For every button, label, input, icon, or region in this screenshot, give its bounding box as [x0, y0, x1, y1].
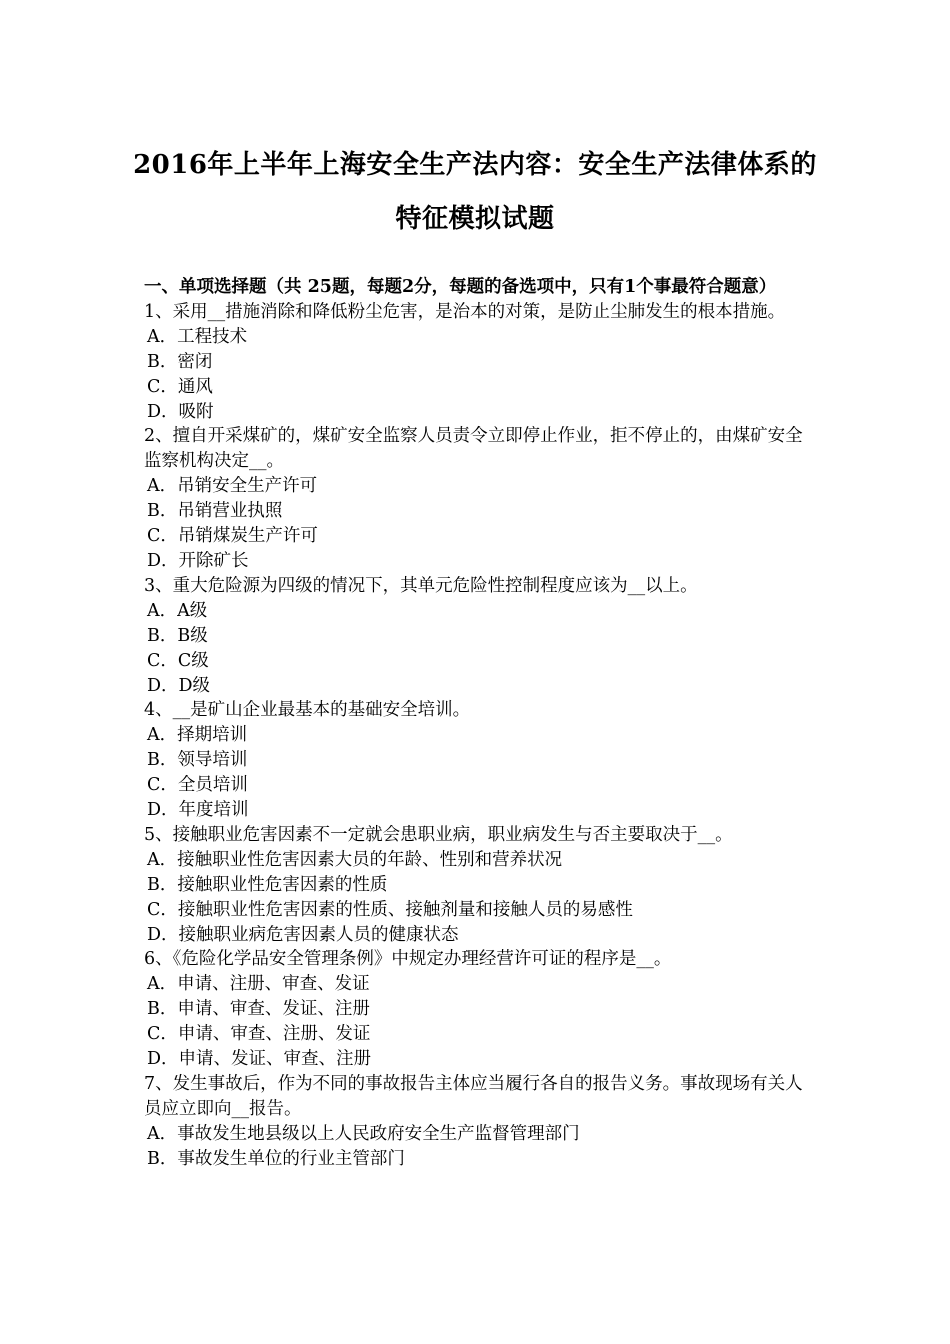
option-d: D．吸附 [147, 401, 214, 422]
question-stem: 1、采用__措施消除和降低粉尘危害，是治本的对策，是防止尘肺发生的根本措施。 [144, 301, 786, 322]
question-1 [144, 300, 810, 425]
option-c: C．通风 [147, 376, 213, 397]
option-b: B．B级 [147, 625, 208, 646]
option-b: B．接触职业性危害因素的性质 [147, 874, 388, 895]
option-c: C．全员培训 [147, 775, 248, 796]
option-a: A．事故发生地县级以上人民政府安全生产监督管理部门 [147, 1123, 580, 1144]
option-a: A．择期培训 [147, 725, 248, 746]
option-d: D．年度培训 [147, 800, 249, 821]
question-stem: 4、__是矿山企业最基本的基础安全培训。 [144, 700, 471, 721]
option-a: A．吊销安全生产许可 [147, 476, 318, 497]
question-4 [144, 698, 810, 823]
option-a: A．A级 [147, 600, 208, 621]
question-stem: 2、擅自开采煤矿的，煤矿安全监察人员责令立即停止作业，拒不停止的，由煤矿安全监察机构决定__。 [144, 426, 803, 472]
option-d: D．申请、发证、审查、注册 [147, 1049, 372, 1070]
question-2 [144, 424, 810, 573]
question-stem: 5、接触职业危害因素不一定就会患职业病，职业病发生与否主要取决于__。 [144, 824, 733, 845]
document-title-line-1: 2016年上半年上海安全生产法内容：安全生产法律体系的 [133, 150, 817, 180]
section-heading: 一、单项选择题（共 25题，每题2分，每题的备选项中，只有1个事最符合题意） [144, 277, 777, 297]
option-c: C．C级 [147, 650, 209, 671]
option-b: B．领导培训 [147, 750, 248, 771]
option-a: A．接触职业性危害因素大员的年龄、性别和营养状况 [147, 849, 563, 870]
question-stem: 6、《危险化学品安全管理条例》中规定办理经营许可证的程序是__。 [144, 949, 672, 970]
option-d: D．接触职业病危害因素人员的健康状态 [147, 924, 459, 945]
option-c: C．吊销煤炭生产许可 [147, 526, 318, 547]
document-body [144, 275, 810, 1172]
option-c: C．申请、审查、注册、发证 [147, 1024, 371, 1045]
option-b: B．密闭 [147, 351, 213, 372]
question-3 [144, 574, 810, 699]
option-b: B．申请、审查、发证、注册 [147, 999, 370, 1020]
option-d: D．开除矿长 [147, 550, 249, 571]
question-stem: 3、重大危险源为四级的情况下，其单元危险性控制程度应该为__以上。 [144, 575, 698, 596]
option-c: C．接触职业性危害因素的性质、接触剂量和接触人员的易感性 [147, 899, 633, 920]
question-5 [144, 823, 810, 948]
question-stem: 7、发生事故后，作为不同的事故报告主体应当履行各自的报告义务。事故现场有关人员应立即向__报告。 [144, 1074, 803, 1119]
option-d: D．D级 [147, 675, 211, 696]
option-b: B．事故发生单位的行业主管部门 [147, 1148, 405, 1169]
option-a: A．申请、注册、审查、发证 [147, 974, 370, 995]
option-b: B．吊销营业执照 [147, 501, 283, 522]
document-title-line-2: 特征模拟试题 [395, 204, 555, 234]
option-a: A．工程技术 [147, 326, 248, 347]
question-7 [144, 1072, 810, 1172]
question-6 [144, 947, 810, 1072]
